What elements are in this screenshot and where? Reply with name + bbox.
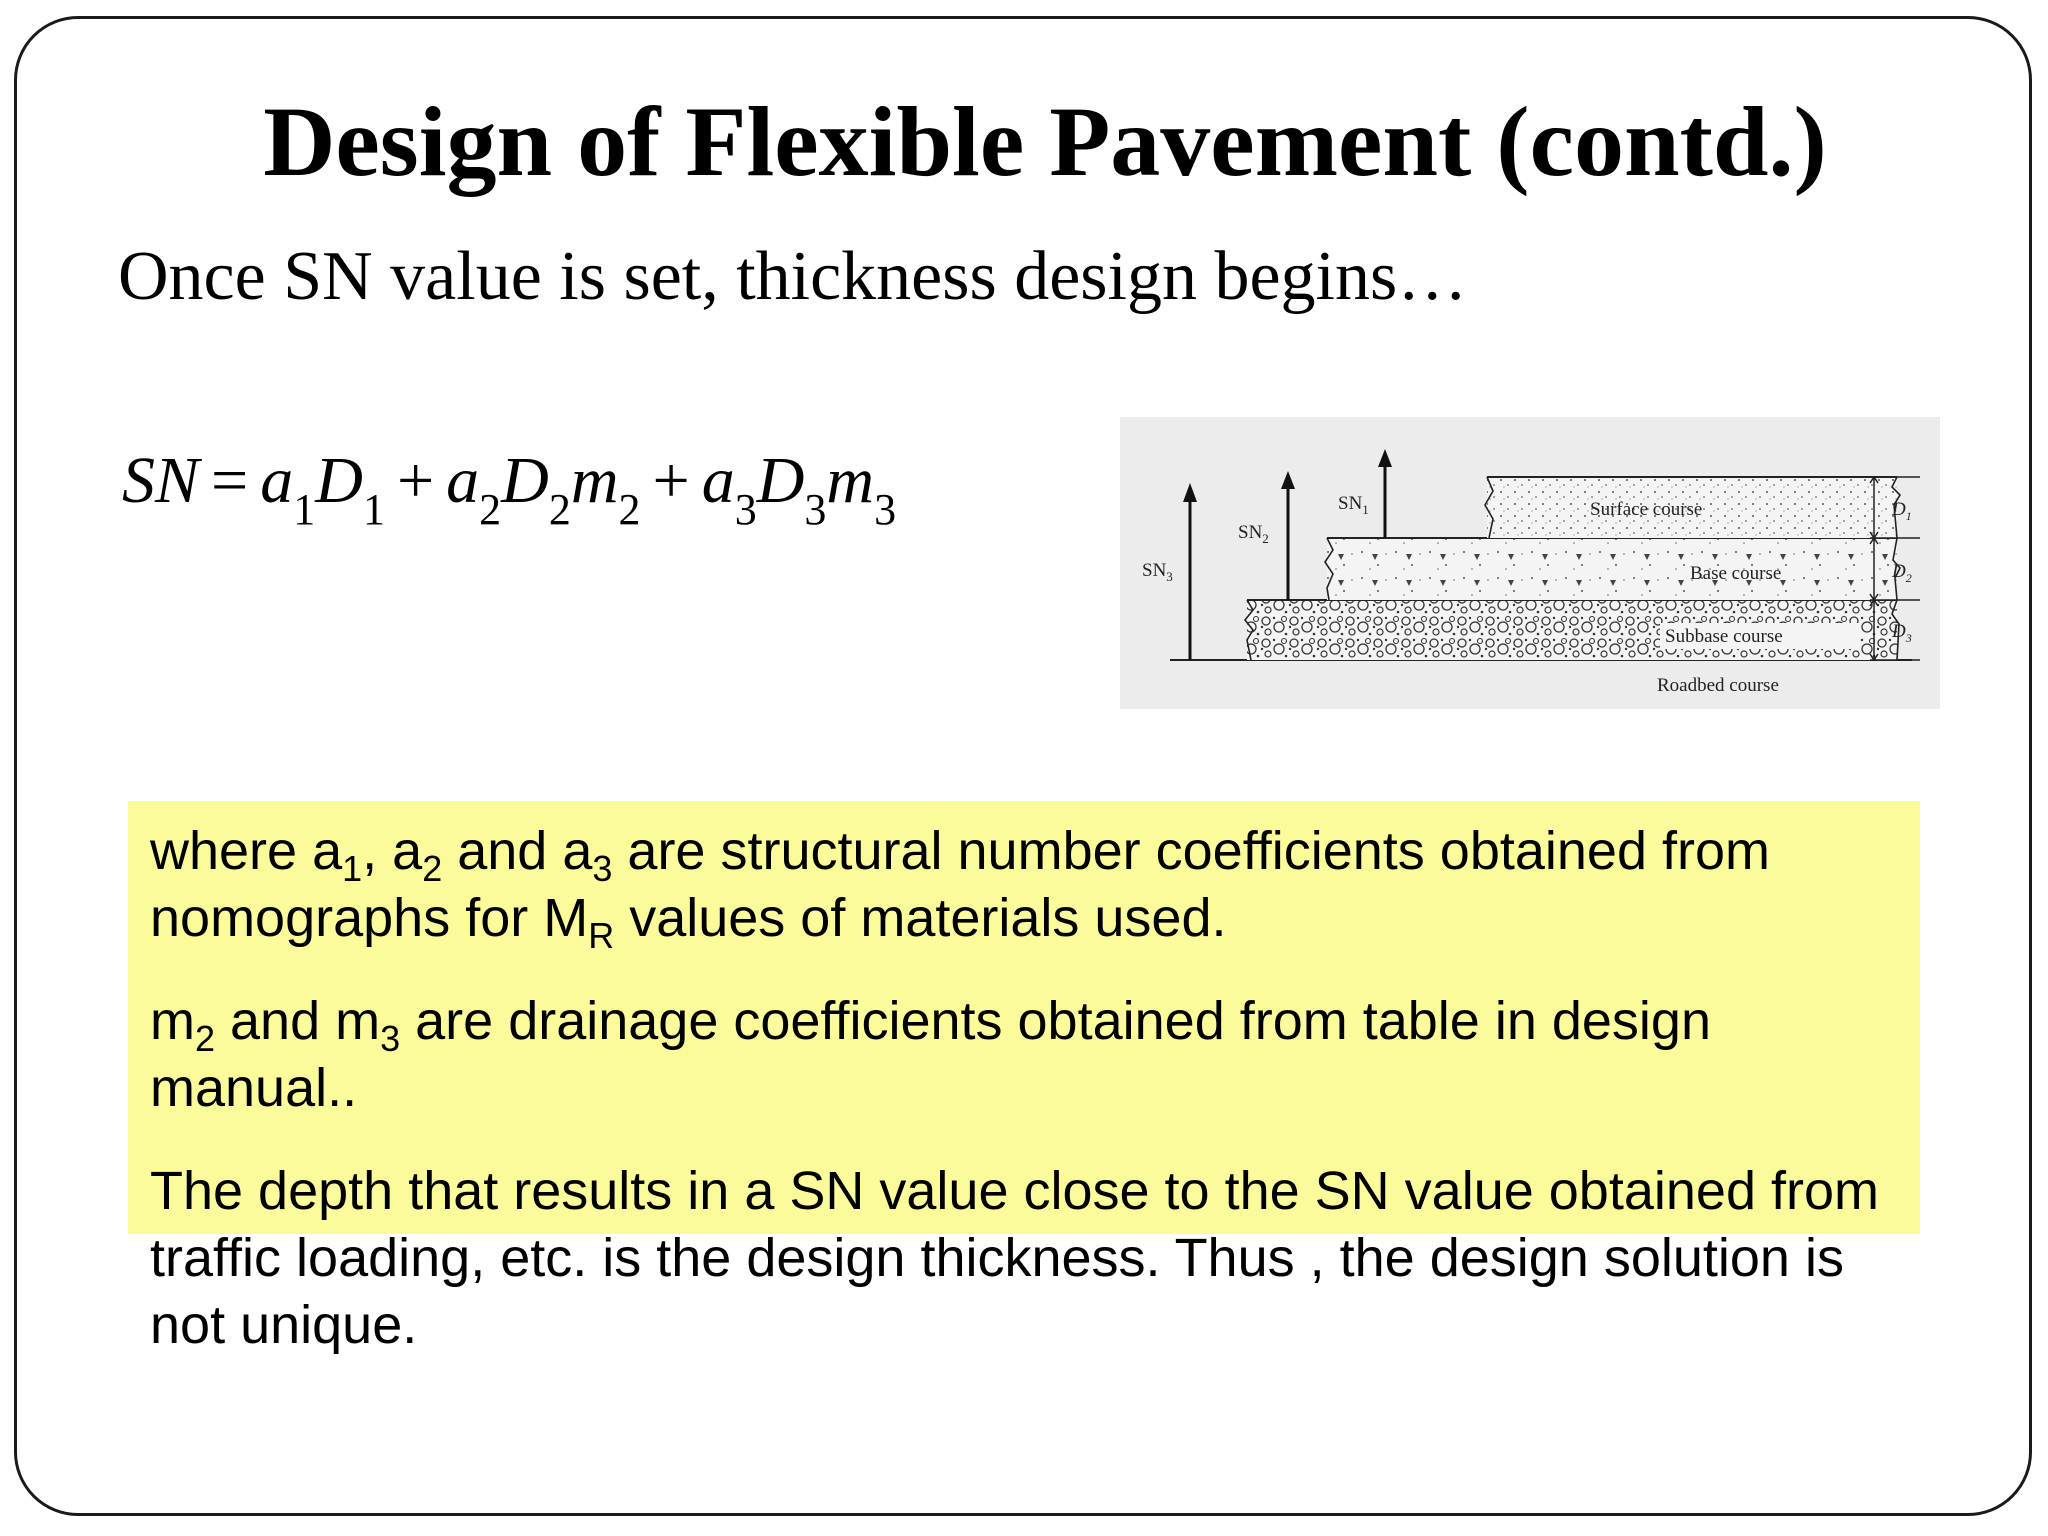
pavement-layer-diagram bbox=[1120, 417, 1940, 709]
sn2-arrow bbox=[1281, 471, 1295, 600]
structural-number-formula bbox=[122, 444, 897, 534]
base-dots-fill bbox=[1327, 538, 1897, 600]
term2-a: a bbox=[446, 444, 480, 517]
design-thickness-note: The depth that results in a SN value close to the SN value obtained from traffic loading, etc. is the design thickness. Thus , the design solution is not unique. bbox=[150, 1161, 1879, 1355]
note2-text-3: are drainage coefficients obtained from table in design manual.. bbox=[150, 991, 1711, 1118]
subbase-course-label: Subbase course bbox=[1665, 626, 1783, 647]
note1-sub-3: 3 bbox=[592, 848, 613, 889]
term2-d-sub: 2 bbox=[548, 485, 571, 534]
term3-a: a bbox=[701, 444, 735, 517]
term3-m: m bbox=[826, 444, 875, 517]
formula-lhs: SN bbox=[122, 444, 200, 517]
roadbed-course-label: Roadbed course bbox=[1657, 675, 1779, 696]
sn3-arrow bbox=[1183, 483, 1197, 660]
term1-d: D bbox=[315, 444, 363, 517]
note1-sub-1: 1 bbox=[342, 848, 363, 889]
d1-label: $D_1$ bbox=[1892, 499, 1912, 523]
slide-title: Design of Flexible Pavement (contd.) bbox=[263, 86, 1827, 197]
d3-label: $D_3$ bbox=[1892, 621, 1912, 645]
note1-text-1: where a bbox=[150, 821, 343, 881]
term2-d: D bbox=[501, 444, 549, 517]
base-course-label: Base course bbox=[1690, 563, 1782, 584]
note2-sub-1: 2 bbox=[194, 1018, 216, 1059]
sn2-label: $SN_2$ bbox=[1238, 522, 1269, 546]
formula-plus-1: + bbox=[396, 444, 435, 517]
term1-a-sub: 1 bbox=[293, 485, 316, 534]
term2-a-sub: 2 bbox=[479, 485, 502, 534]
sn3-label: $SN_3$ bbox=[1142, 560, 1173, 584]
note2-text-2: and m bbox=[215, 991, 381, 1051]
term3-d: D bbox=[756, 444, 805, 517]
note1-sub-4: R bbox=[588, 915, 615, 956]
formula-equals: = bbox=[211, 444, 249, 517]
term2-m: m bbox=[570, 444, 619, 517]
term1-d-sub: 1 bbox=[362, 485, 385, 534]
formula-plus-2: + bbox=[652, 444, 690, 517]
note1-sub-2: 2 bbox=[422, 848, 443, 889]
note1-text-5: values of materials used. bbox=[614, 888, 1227, 948]
note1-text-3: and a bbox=[442, 821, 593, 881]
note2-text-1: m bbox=[150, 991, 195, 1051]
term3-m-sub: 3 bbox=[874, 485, 897, 534]
d2-label: $D_2$ bbox=[1892, 561, 1912, 585]
note2-sub-2: 3 bbox=[380, 1018, 401, 1059]
term2-m-sub: 2 bbox=[618, 485, 641, 534]
coefficients-note bbox=[150, 818, 1930, 956]
slide-subtitle: Once SN value is set, thickness design begins… bbox=[118, 238, 1468, 315]
sn1-label: $SN_1$ bbox=[1338, 493, 1369, 517]
term3-d-sub: 3 bbox=[804, 485, 827, 534]
note1-text-2: , a bbox=[362, 821, 423, 881]
surface-course-label: Surface course bbox=[1590, 499, 1703, 520]
notes-text bbox=[150, 818, 1930, 1395]
term3-a-sub: 3 bbox=[734, 485, 757, 534]
sn1-arrow bbox=[1378, 449, 1392, 538]
note1-text-4: are structural number coefficients obtained from nomographs for M bbox=[150, 821, 1770, 948]
term1-a: a bbox=[260, 444, 294, 517]
drainage-note bbox=[150, 988, 1930, 1122]
